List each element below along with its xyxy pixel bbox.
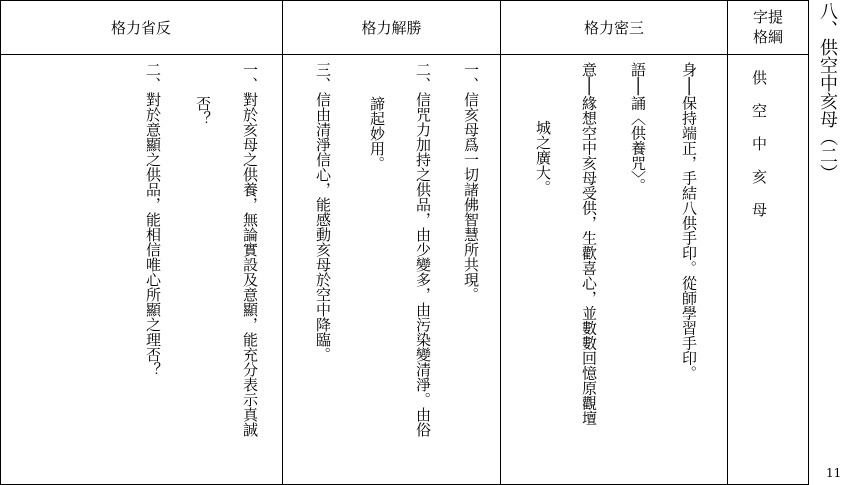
side-title: 八、供空中亥母（二） bbox=[817, 2, 838, 182]
fanxing-item1-line2: 否？ bbox=[194, 96, 212, 126]
header-tigang-line2: 格綱 bbox=[752, 28, 783, 46]
shengjie-item2-line1: 二、信咒力加持之供品，由少變多，由污染變清淨。由俗 bbox=[414, 62, 432, 437]
fanxing-item2: 二、對於意顯之供品，能相信唯心所顯之理否？ bbox=[144, 62, 162, 377]
header-sanmi: 格力密三 bbox=[583, 18, 644, 37]
fanxing-item1-line1: 一、對於亥母之供養，無論實設及意顯，能充分表示真誠 bbox=[241, 62, 259, 437]
sanmi-mind-line1: 意──緣想空中亥母受供，生歡喜心，並數數回憶原觀壇 bbox=[580, 62, 598, 426]
shengjie-item2-line2: 諦起妙用。 bbox=[368, 96, 386, 171]
sanmi-speech: 語──誦〈供養咒〉。 bbox=[629, 62, 647, 193]
header-shengjie: 格力解勝 bbox=[361, 18, 422, 37]
header-tigang bbox=[728, 0, 808, 54]
title-column-text: 供空中亥母 bbox=[750, 70, 768, 235]
sanmi-body: 身──保持端正，手結八供手印。從師學習手印。 bbox=[680, 62, 698, 381]
header-fanxing: 格力省反 bbox=[110, 18, 171, 37]
header-tigang-line1: 字提 bbox=[752, 8, 783, 26]
sanmi-mind-line2: 城之廣大。 bbox=[534, 120, 552, 195]
shengjie-item1: 一、信亥母爲一切諸佛智慧所共現。 bbox=[462, 62, 480, 302]
shengjie-item3: 三、信由清淨信心，能感動亥母於空中降臨。 bbox=[314, 62, 332, 362]
page-number: 11 bbox=[826, 466, 842, 480]
